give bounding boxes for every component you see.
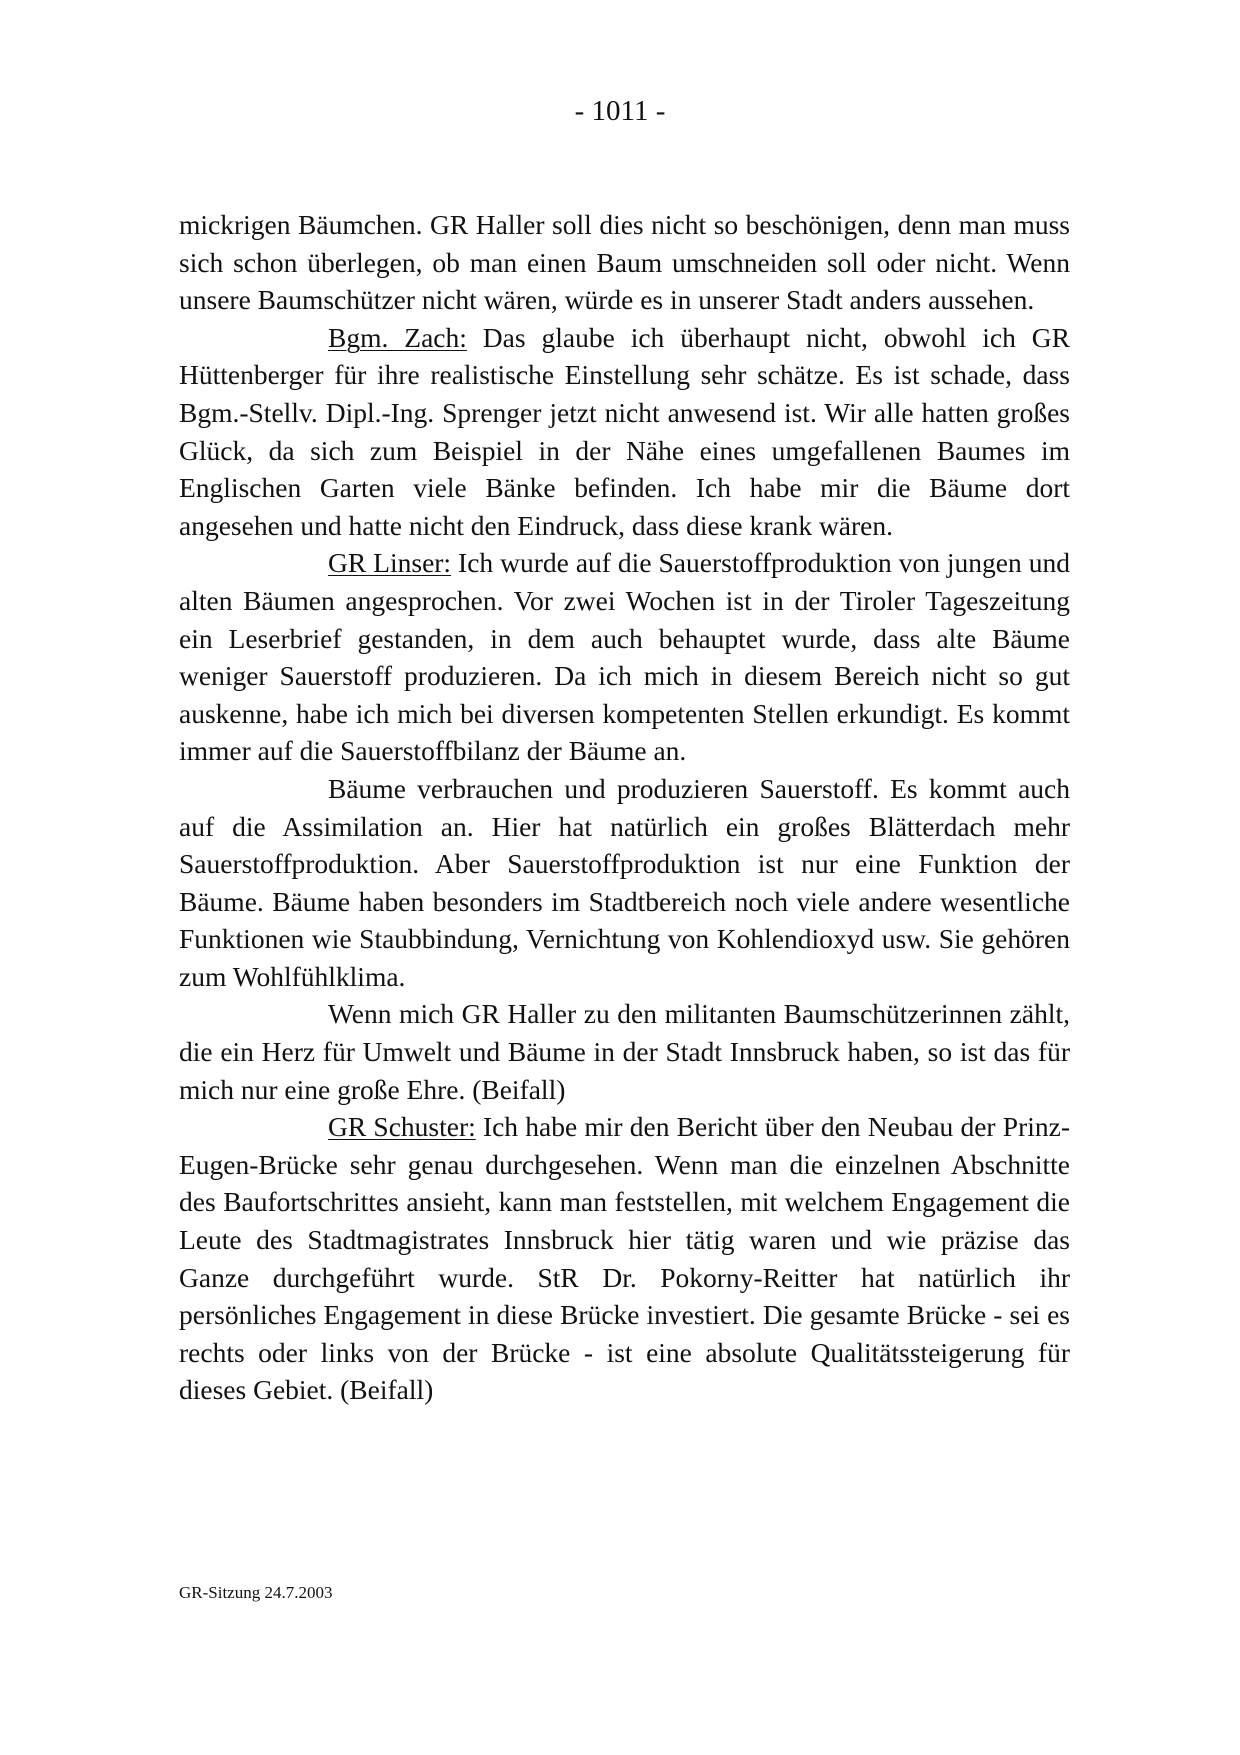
paragraph-text: Wenn mich GR Haller zu den militanten Baumschützerinnen zählt, die ein Herz für Umwelt und Bäume in der Stadt Innsbruck haben, so ist das für mich nur eine große Ehre. (Beifall)	[179, 998, 1070, 1105]
page-number: - 1011 -	[574, 95, 666, 127]
paragraph-gr-linser	[179, 544, 1070, 770]
paragraph-gr-schuster	[179, 1108, 1070, 1409]
footer-session: GR-Sitzung 24.7.2003	[179, 1583, 333, 1602]
paragraph-text: Das glaube ich überhaupt nicht, obwohl ich GR Hüttenberger für ihre realistische Einstellung sehr schätze. Es ist schade, dass Bgm.-Stellv. Dipl.-Ing. Sprenger jetzt nicht anwesend ist. Wir alle hatten großes Glück, da sich zum Beispiel in der Nähe eines umgefallenen Baumes im Englischen Garten viele Bänke befinden. Ich habe mir die Bäume dort angesehen und hatte nicht den Eindruck, dass diese krank wären.	[179, 321, 1070, 541]
paragraph-text: mickrigen Bäumchen. GR Haller soll dies nicht so beschönigen, denn man muss sich schon überlegen, ob man einen Baum umschneiden soll oder nicht. Wenn unsere Baumschützer nicht wären, würde es in unserer Stadt anders aussehen.	[179, 209, 1070, 316]
speaker-name: Bgm. Zach:	[328, 321, 467, 353]
paragraph-bgm-zach	[179, 319, 1070, 545]
paragraph-linser-continued	[179, 770, 1070, 996]
paragraph-linser-closing	[179, 995, 1070, 1108]
speaker-name: GR Schuster:	[328, 1111, 476, 1143]
paragraph-text: Ich habe mir den Bericht über den Neubau der Prinz-Eugen-Brücke sehr genau durchgesehen. Wenn man die einzelnen Abschnitte des Baufortschrittes ansieht, kann man feststellen, mit welchem Engagement die Leute des Stadtmagistrates Innsbruck hier tätig waren und wie präzise das Ganze durchgeführt wurde. StR Dr. Pokorny-Reitter hat natürlich ihr persönliches Engagement in diese Brücke investiert. Die gesamte Brücke - sei es rechts oder links von der Brücke - ist eine absolute Qualitätssteigerung für dieses Gebiet. (Beifall)	[179, 1111, 1070, 1406]
paragraph-continuation	[179, 206, 1070, 319]
paragraph-text: Ich wurde auf die Sauerstoffproduktion von jungen und alten Bäumen angesprochen. Vor zwei Wochen ist in der Tiroler Tageszeitung ein Leserbrief gestanden, in dem auch behauptet wurde, dass alte Bäume weniger Sauerstoff produzieren. Da ich mich in diesem Bereich nicht so gut auskenne, habe ich mich bei diversen kompetenten Stellen erkundigt. Es kommt immer auf die Sauerstoffbilanz der Bäume an.	[179, 547, 1070, 767]
speaker-name: GR Linser:	[328, 547, 452, 579]
paragraph-text: Bäume verbrauchen und produzieren Sauerstoff. Es kommt auch auf die Assimilation an. Hier hat natürlich ein großes Blätterdach mehr Sauerstoffproduktion. Aber Sauerstoffproduktion ist nur eine Funktion der Bäume. Bäume haben besonders im Stadtbereich noch viele andere wesentliche Funktionen wie Staubbindung, Vernichtung von Kohlendioxyd usw. Sie gehören zum Wohlfühlklima.	[179, 772, 1070, 992]
document-body	[179, 206, 1070, 1409]
